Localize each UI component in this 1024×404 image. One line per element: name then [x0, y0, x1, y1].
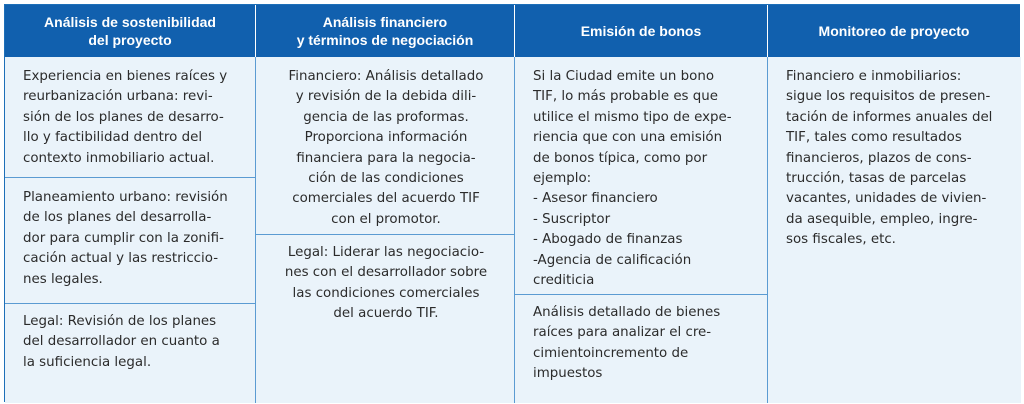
column-monitoring — [768, 57, 1021, 403]
roles-table — [4, 4, 1020, 402]
cell-reporting-requirements: Financiero e inmobiliarios: sigue los requisitos de presen- tación de informes anuales del TIF, tales como resultados financieros, plazos de cons- trucción, tasas de parcelas vacantes, unidades de vivien- da asequible, empleo, ingre- sos fiscales, etc. — [786, 69, 993, 248]
cell-real-estate-expertise: Experiencia en bienes raíces y reurbanización urbana: revi- sión de los planes de desarro- llo y factibilidad dentro del contexto inmobiliario actual. — [5, 57, 255, 178]
column-bonds — [515, 57, 768, 403]
header-project-monitoring: Monitoreo de proyecto — [768, 5, 1021, 57]
cell-legal-negotiation: Legal: Liderar las negociacio- nes con el desarrollador sobre las condiciones comerciales del acuerdo TIF. — [284, 245, 488, 322]
column-financial — [256, 57, 515, 403]
header-bond-issuance: Emisión de bonos — [515, 5, 768, 57]
header-financial-analysis: Análisis financiero y términos de negociación — [256, 5, 515, 57]
cell-financial-analysis: Financiero: Análisis detallado y revisión de la debida dili- gencia de las proformas. Proporciona información financiera para la negocia- ción de las condiciones comerciales del acuerdo TIF con el promotor. — [256, 57, 514, 235]
header-sustainability-analysis: Análisis de sostenibilidad del proyecto — [5, 5, 256, 57]
cell-bond-expertise: Si la Ciudad emite un bono TIF, lo más probable es que utilice el mismo tipo de expe- riencia que con una emisión de bonos típica, como por ejemplo: - Asesor financiero - Suscriptor - Abogado de finanzas -Agencia de calificación crediticia — [515, 57, 767, 295]
cell-legal-review: Legal: Revisión de los planes del desarrollador en cuanto a la suficiencia legal. — [23, 314, 220, 370]
cell-urban-planning: Planeamiento urbano: revisión de los planes del desarrolla- dor para cumplir con la zonifi- cación actual y las restriccio- nes legales. — [5, 178, 255, 304]
column-sustainability — [5, 57, 256, 403]
cell-tax-increment-analysis: Análisis detallado de bienes raíces para analizar el cre- cimientoincremento de impuestos — [533, 305, 721, 382]
